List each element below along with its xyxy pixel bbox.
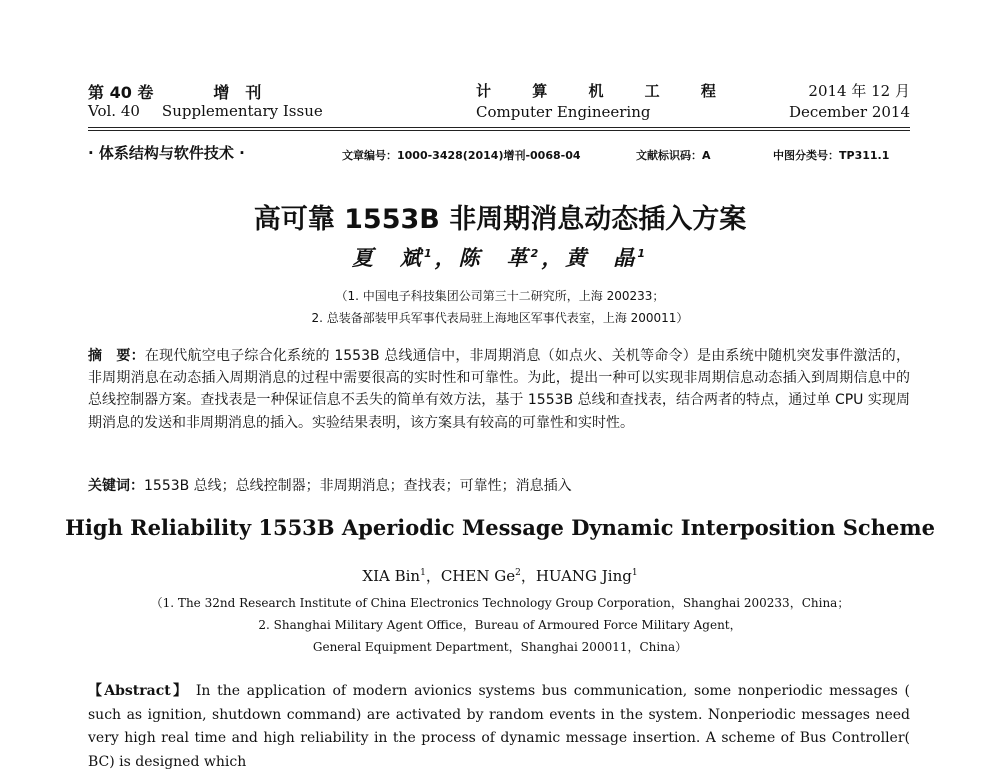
author-cn-1: 夏 斌 (352, 246, 425, 270)
keywords-cn-text: 1553B 总线；总线控制器；非周期消息；查找表；可靠性；消息插入 (144, 478, 572, 494)
paper-title-cn: 高可靠 1553B 非周期消息动态插入方案 (253, 204, 747, 235)
affiliation-en-2: 2. Shanghai Military Agent Office，Bureau of Armoured Force Military Agent， (258, 618, 742, 632)
issue-en: Supplementary Issue (161, 102, 323, 120)
author-en-1: XIA Bin (362, 567, 421, 585)
affiliation-cn-2: 2. 总装备部装甲兵军事代表局驻上海地区军事代表室，上海 200011） (311, 311, 689, 325)
affiliation-en-1: （1. The 32nd Research Institute of China Electronics Technology Group Corporation，Shanghai 200233，China； (150, 596, 850, 610)
article-number: 文章编号：1000-3428(2014)增刊-0068-04 (342, 149, 581, 162)
author-cn-2-sup: 2 (530, 247, 542, 260)
keywords-cn (88, 475, 572, 495)
authors-cn (0, 242, 1000, 272)
document-code: 文献标识码：A (636, 149, 711, 162)
classification-number: 中图分类号：TP311.1 (773, 149, 890, 162)
keywords-cn-label: 关键词： (88, 478, 144, 494)
header-rule-bottom (88, 130, 910, 131)
author-cn-2: ，陈 革 (434, 246, 531, 270)
journal-name-en: Computer Engineering (476, 103, 651, 121)
author-en-1-sup: 1 (420, 568, 426, 578)
author-en-2: ，CHEN Ge (425, 567, 516, 585)
abstract-cn (88, 345, 910, 434)
date-en: December 2014 (789, 103, 910, 121)
issue-cn: 增 刊 (213, 83, 262, 102)
abstract-en-label: 【Abstract】 (88, 683, 190, 699)
author-cn-3-sup: 1 (637, 247, 648, 260)
authors-en (0, 565, 1000, 586)
abstract-cn-text: 在现代航空电子综合化系统的 1553B 总线通信中，非周期消息（如点火、关机等命令）是由系统中随机突发事件激活的，非周期消息在动态插入周期消息的过程中需要很高的实时性和可靠性。为此，提出一种可以实现非周期信息动态插入到周期信息中的总线控制器方案。查找表是一种保证信息不丢失的简单有效方法，基于 1553B 总线和查找表，结合两者的特点，通过单 CPU 实现周期消息的发送和非周期消息的插入。实验结果表明，该方案具有较高的可靠性和实时性。 (88, 348, 911, 431)
affiliation-cn-1: （1. 中国电子科技集团公司第三十二研究所，上海 200233； (335, 289, 665, 303)
header-volume-issue-cn (88, 80, 261, 103)
author-cn-3: ，黄 晶 (541, 246, 638, 270)
volume-cn: 第 40 卷 (88, 83, 154, 102)
section-label: · 体系结构与软件技术 · (88, 144, 245, 162)
paper-title-en: High Reliability 1553B Aperiodic Message Dynamic Interposition Scheme (65, 515, 935, 540)
abstract-cn-label: 摘 要： (88, 348, 145, 364)
journal-name-cn: 计 算 机 工 程 (476, 82, 734, 100)
author-en-3: ，HUANG Jing (520, 567, 632, 585)
author-en-2-sup: 2 (515, 568, 521, 578)
volume-en: Vol. 40 (88, 102, 140, 120)
author-cn-1-sup: 1 (424, 247, 435, 260)
header-volume-issue-en (88, 102, 323, 120)
author-en-3-sup: 1 (631, 568, 638, 578)
date-cn: 2014 年 12 月 (808, 82, 910, 100)
affiliation-en-3: General Equipment Department，Shanghai 200011，China） (312, 640, 688, 654)
abstract-en-text: In the application of modern avionics systems bus communication, some nonperiodic messages ( such as ignition, shutdown command) are activated by random events in the system. Nonperiodic messages need very high real time and high reliability in the process of dynamic message insertion. A scheme of Bus Controller( BC) is designed which (88, 683, 910, 770)
header-rule-top (88, 127, 910, 128)
abstract-en (88, 680, 910, 774)
